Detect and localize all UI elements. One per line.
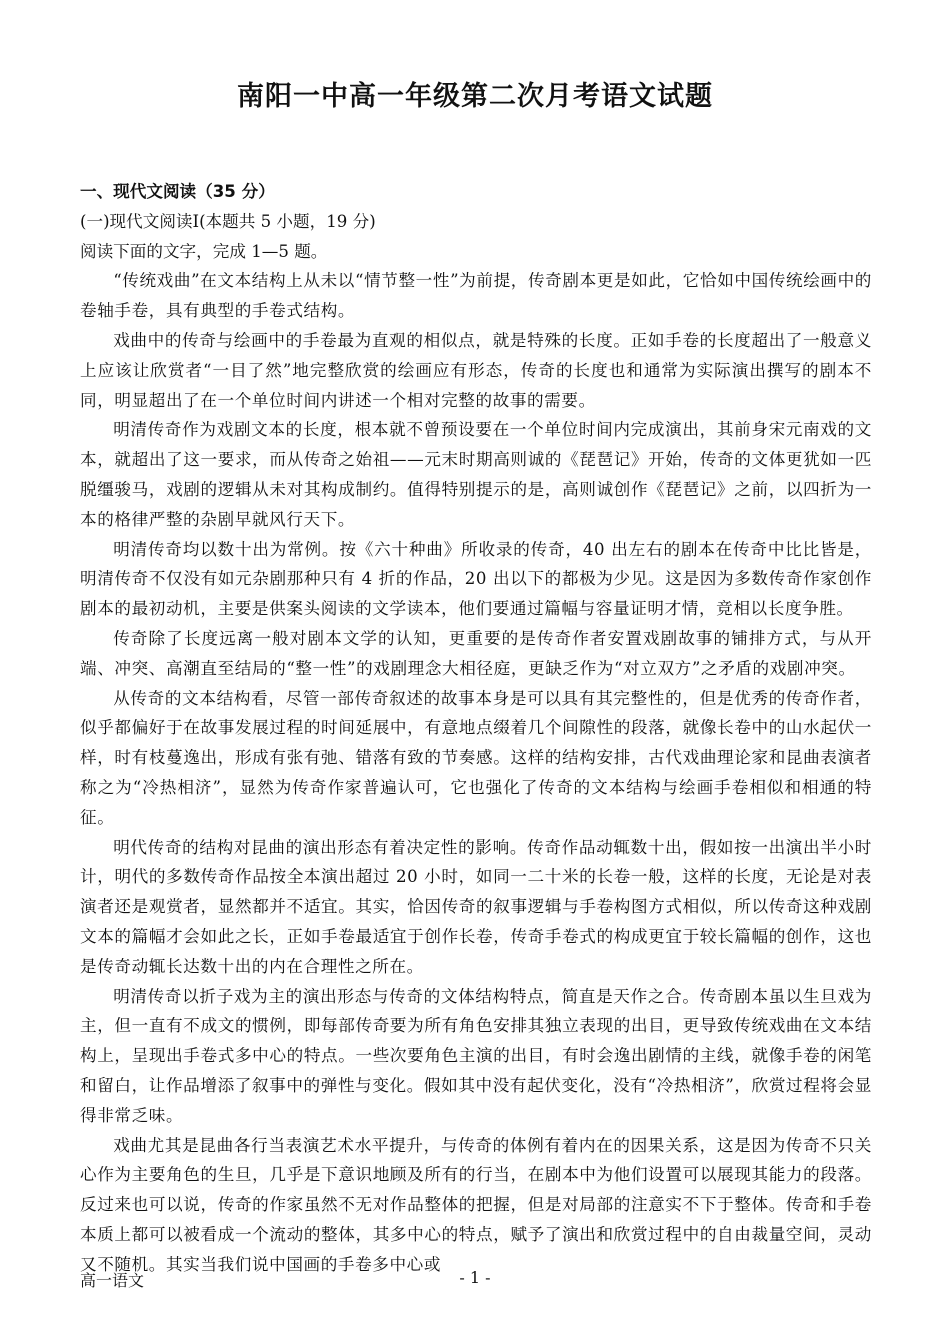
subsection-heading: (一)现代文阅读Ⅰ(本题共 5 小题，19 分) <box>80 211 376 231</box>
reading-instruction: 阅读下面的文字，完成 1—5 题。 <box>80 241 328 261</box>
passage-paragraph-7: 明代传奇的结构对昆曲的演出形态有着决定性的影响。传奇作品动辄数十出，假如按一出演出半小时计，明代的多数传奇作品按全本演出超过 20 小时，如同一二十米的长卷一般，这样的长度，无论是对表演者还是观赏者，显然都并不适宜。其实，恰因传奇的叙事逻辑与手卷构图方式相似，所以传奇这种戏剧文本的篇幅才会如此之长，正如手卷最适宜于创作长卷，传奇手卷式的构成更宜于较长篇幅的创作，这也是传奇动辄长达数十出的内在合理性之所在。 <box>80 837 872 976</box>
passage-paragraph-5: 传奇除了长度远离一般对剧本文学的认知，更重要的是传奇作者安置戏剧故事的铺排方式，与从开端、冲突、高潮直至结局的“整一性”的戏剧理念大相径庭，更缺乏作为“对立双方”之矛盾的戏剧冲突。 <box>80 628 872 678</box>
passage-paragraph-3: 明清传奇作为戏剧文本的长度，根本就不曾预设要在一个单位时间内完成演出，其前身宋元南戏的文本，就超出了这一要求，而从传奇之始祖——元末时期高则诚的《琵琶记》开始，传奇的文体更犹如一匹脱缰骏马，戏剧的逻辑从未对其构成制约。值得特别提示的是，高则诚创作《琵琶记》之前，以四折为一本的格律严整的杂剧早就风行天下。 <box>80 420 872 529</box>
passage-paragraph-9: 戏曲尤其是昆曲各行当表演艺术水平提升，与传奇的体例有着内在的因果关系，这是因为传奇不只关心作为主要角色的生旦，几乎是下意识地顾及所有的行当，在剧本中为他们设置可以展现其能力的段落。反过来也可以说，传奇的作家虽然不无对作品整体的把握，但是对局部的注意实不下于整体。传奇和手卷本质上都可以被看成一个流动的整体，其多中心的特点，赋予了演出和欣赏过程中的自由裁量空间，灵动又不随机。其实当我们说中国画的手卷多中心或 <box>80 1135 872 1274</box>
passage-paragraph-2: 戏曲中的传奇与绘画中的手卷最为直观的相似点，就是特殊的长度。正如手卷的长度超出了一般意义上应该让欣赏者“一目了然”地完整欣赏的绘画应有形态，传奇的长度也和通常为实际演出撰写的剧本不同，明显超出了在一个单位时间内讲述一个相对完整的故事的需要。 <box>80 330 872 410</box>
passage-paragraph-6: 从传奇的文本结构看，尽管一部传奇叙述的故事本身是可以具有其完整性的，但是优秀的传奇作者，似乎都偏好于在故事发展过程的时间延展中，有意地点缀着几个间隙性的段落，就像长卷中的山水起伏一样，时有枝蔓逸出，形成有张有弛、错落有致的节奏感。这样的结构安排，古代戏曲理论家和昆曲表演者称之为“冷热相济”，显然为传奇作家普遍认可，它也强化了传奇的文本结构与绘画手卷相似和相通的特征。 <box>80 688 872 827</box>
exam-title: 南阳一中高一年级第二次月考语文试题 <box>237 81 713 112</box>
page-number: - 1 - <box>459 1268 491 1287</box>
reading-section <box>80 177 872 1279</box>
section-heading: 一、现代文阅读（35 分） <box>80 182 275 201</box>
passage-paragraph-1: “传统戏曲”在文本结构上从未以“情节整一性”为前提，传奇剧本更是如此，它恰如中国传统绘画中的卷轴手卷，具有典型的手卷式结构。 <box>80 271 872 321</box>
footer-subject-label: 高一语文 <box>80 1271 145 1290</box>
passage-paragraph-4: 明清传奇均以数十出为常例。按《六十种曲》所收录的传奇，40 出左右的剧本在传奇中比比皆是，明清传奇不仅没有如元杂剧那种只有 4 折的作品，20 出以下的都极为少见。这是因为多数传奇作家创作剧本的最初动机，主要是供案头阅读的文学读本，他们要通过篇幅与容量证明才情，竞相以长度争胜。 <box>80 539 872 619</box>
passage-paragraph-8: 明清传奇以折子戏为主的演出形态与传奇的文体结构特点，简直是天作之合。传奇剧本虽以生旦戏为主，但一直有不成文的惯例，即每部传奇要为所有角色安排其独立表现的出目，更导致传统戏曲在文本结构上，呈现出手卷式多中心的特点。一些次要角色主演的出目，有时会逸出剧情的主线，就像手卷的闲笔和留白，让作品增添了叙事中的弹性与变化。假如其中没有起伏变化，没有“冷热相济”，欣赏过程将会显得非常乏味。 <box>80 986 872 1125</box>
